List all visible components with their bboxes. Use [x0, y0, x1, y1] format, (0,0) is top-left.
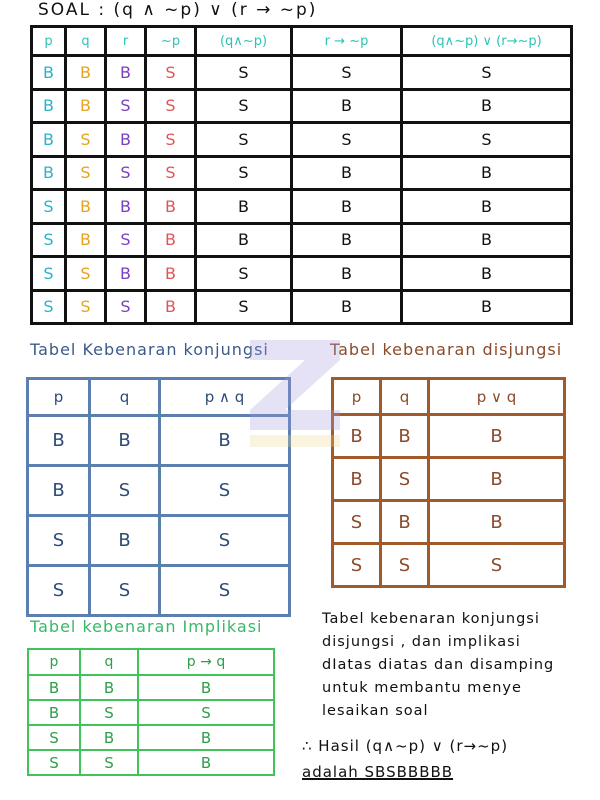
table-cell: B: [28, 416, 90, 466]
header-p: p: [32, 27, 66, 56]
table-cell: S: [28, 725, 80, 750]
table-cell: S: [429, 544, 565, 587]
table-row: [32, 257, 572, 291]
table-cell: B: [429, 415, 565, 458]
table-cell: S: [32, 190, 66, 224]
table-row: [28, 700, 274, 725]
impl-header-p: p: [28, 649, 80, 675]
table-cell: S: [106, 156, 146, 190]
table-cell: S: [160, 516, 290, 566]
implication-table: [27, 648, 275, 776]
table-cell: B: [66, 223, 106, 257]
disj-header-p: p: [333, 379, 381, 415]
table-row: [28, 725, 274, 750]
impl-header-p-implies-q: p → q: [138, 649, 274, 675]
table-cell: B: [28, 700, 80, 725]
table-cell: B: [146, 257, 196, 291]
main-table-header-row: [32, 27, 572, 56]
table-cell: B: [402, 156, 572, 190]
table-cell: B: [90, 416, 160, 466]
table-cell: B: [292, 290, 402, 324]
table-cell: B: [80, 675, 138, 700]
disjunction-header-row: [333, 379, 565, 415]
table-cell: S: [66, 156, 106, 190]
conj-header-q: q: [90, 379, 160, 416]
table-cell: S: [196, 290, 292, 324]
table-row: [333, 501, 565, 544]
table-cell: S: [146, 123, 196, 157]
table-row: [28, 416, 290, 466]
note-line: untuk membantu menye: [322, 680, 522, 696]
conj-header-p: p: [28, 379, 90, 416]
table-cell: B: [138, 750, 274, 775]
table-cell: B: [402, 257, 572, 291]
table-row: [28, 566, 290, 616]
table-cell: B: [146, 290, 196, 324]
table-cell: S: [66, 290, 106, 324]
table-row: [333, 415, 565, 458]
table-row: [32, 290, 572, 324]
table-cell: B: [32, 89, 66, 123]
header-r: r: [106, 27, 146, 56]
table-cell: B: [429, 458, 565, 501]
table-row: [28, 750, 274, 775]
table-cell: B: [66, 190, 106, 224]
implication-title: Tabel kebenaran Implikasi: [30, 617, 263, 636]
table-cell: B: [381, 415, 429, 458]
table-cell: B: [66, 89, 106, 123]
table-cell: B: [292, 156, 402, 190]
table-cell: B: [292, 257, 402, 291]
conj-header-p-and-q: p ∧ q: [160, 379, 290, 416]
table-cell: S: [381, 458, 429, 501]
table-cell: S: [146, 156, 196, 190]
header-q-and-not-p: (q∧~p): [196, 27, 292, 56]
table-cell: B: [80, 725, 138, 750]
table-cell: S: [28, 750, 80, 775]
result-answer: adalah SBSBBBBB: [302, 763, 454, 781]
table-cell: B: [402, 190, 572, 224]
table-cell: B: [292, 190, 402, 224]
header-not-p: ~p: [146, 27, 196, 56]
table-cell: B: [106, 257, 146, 291]
disj-header-p-or-q: p ∨ q: [429, 379, 565, 415]
table-cell: S: [381, 544, 429, 587]
table-cell: B: [333, 458, 381, 501]
table-cell: B: [32, 156, 66, 190]
table-row: [333, 544, 565, 587]
table-cell: B: [381, 501, 429, 544]
result-expression: ∴ Hasil (q∧~p) ∨ (r→~p): [302, 737, 509, 755]
table-cell: B: [146, 223, 196, 257]
note-line: disjungsi , dan implikasi: [322, 634, 521, 650]
table-cell: S: [402, 56, 572, 90]
disj-header-q: q: [381, 379, 429, 415]
note-line: lesaikan soal: [322, 703, 429, 719]
table-row: [32, 223, 572, 257]
table-row: [28, 516, 290, 566]
table-cell: B: [292, 89, 402, 123]
table-cell: B: [196, 223, 292, 257]
implication-header-row: [28, 649, 274, 675]
table-cell: S: [28, 566, 90, 616]
table-cell: S: [106, 223, 146, 257]
main-truth-table: [30, 25, 573, 325]
table-cell: S: [402, 123, 572, 157]
table-cell: B: [106, 190, 146, 224]
note-line: dIatas diatas dan disamping: [322, 657, 555, 673]
table-cell: S: [80, 700, 138, 725]
table-cell: S: [32, 290, 66, 324]
table-cell: B: [32, 56, 66, 90]
disjunction-title: Tabel kebenaran disjungsi: [330, 340, 563, 359]
table-row: [32, 190, 572, 224]
table-cell: S: [292, 56, 402, 90]
table-row: [28, 675, 274, 700]
table-cell: B: [106, 56, 146, 90]
table-cell: S: [196, 156, 292, 190]
table-cell: S: [80, 750, 138, 775]
disjunction-table: [331, 377, 566, 588]
table-cell: B: [90, 516, 160, 566]
table-cell: S: [333, 501, 381, 544]
conjunction-header-row: [28, 379, 290, 416]
table-cell: S: [292, 123, 402, 157]
table-cell: S: [196, 89, 292, 123]
header-q: q: [66, 27, 106, 56]
table-cell: B: [429, 501, 565, 544]
table-cell: B: [106, 123, 146, 157]
table-cell: B: [160, 416, 290, 466]
impl-header-q: q: [80, 649, 138, 675]
table-cell: B: [32, 123, 66, 157]
table-cell: B: [402, 89, 572, 123]
header-result: (q∧~p) ∨ (r→~p): [402, 27, 572, 56]
conjunction-title: Tabel Kebenaran konjungsi: [30, 340, 269, 359]
table-cell: S: [196, 257, 292, 291]
note-line: Tabel kebenaran konjungsi: [322, 611, 540, 627]
table-cell: B: [146, 190, 196, 224]
table-cell: S: [106, 290, 146, 324]
header-r-implies-not-p: r → ~p: [292, 27, 402, 56]
table-row: [32, 123, 572, 157]
table-cell: B: [66, 56, 106, 90]
explanation-note: [322, 608, 592, 723]
table-cell: S: [146, 89, 196, 123]
table-cell: S: [90, 566, 160, 616]
conjunction-table: [26, 377, 291, 617]
table-cell: B: [138, 675, 274, 700]
table-cell: S: [28, 516, 90, 566]
table-cell: S: [160, 466, 290, 516]
table-cell: S: [32, 257, 66, 291]
table-row: [28, 466, 290, 516]
table-cell: S: [32, 223, 66, 257]
table-cell: B: [402, 223, 572, 257]
table-cell: S: [66, 257, 106, 291]
table-row: [32, 56, 572, 90]
table-cell: S: [138, 700, 274, 725]
table-row: [32, 156, 572, 190]
table-cell: B: [28, 675, 80, 700]
table-cell: B: [333, 415, 381, 458]
table-cell: S: [333, 544, 381, 587]
table-cell: S: [160, 566, 290, 616]
table-cell: S: [146, 56, 196, 90]
table-cell: B: [292, 223, 402, 257]
table-cell: S: [196, 123, 292, 157]
table-cell: B: [138, 725, 274, 750]
table-cell: S: [196, 56, 292, 90]
table-cell: B: [196, 190, 292, 224]
table-row: [32, 89, 572, 123]
problem-title: SOAL : (q ∧ ~p) ∨ (r → ~p): [38, 0, 318, 20]
table-row: [333, 458, 565, 501]
table-cell: B: [28, 466, 90, 516]
table-cell: S: [106, 89, 146, 123]
result-conclusion: [302, 733, 592, 785]
table-cell: S: [66, 123, 106, 157]
table-cell: S: [90, 466, 160, 516]
table-cell: B: [402, 290, 572, 324]
